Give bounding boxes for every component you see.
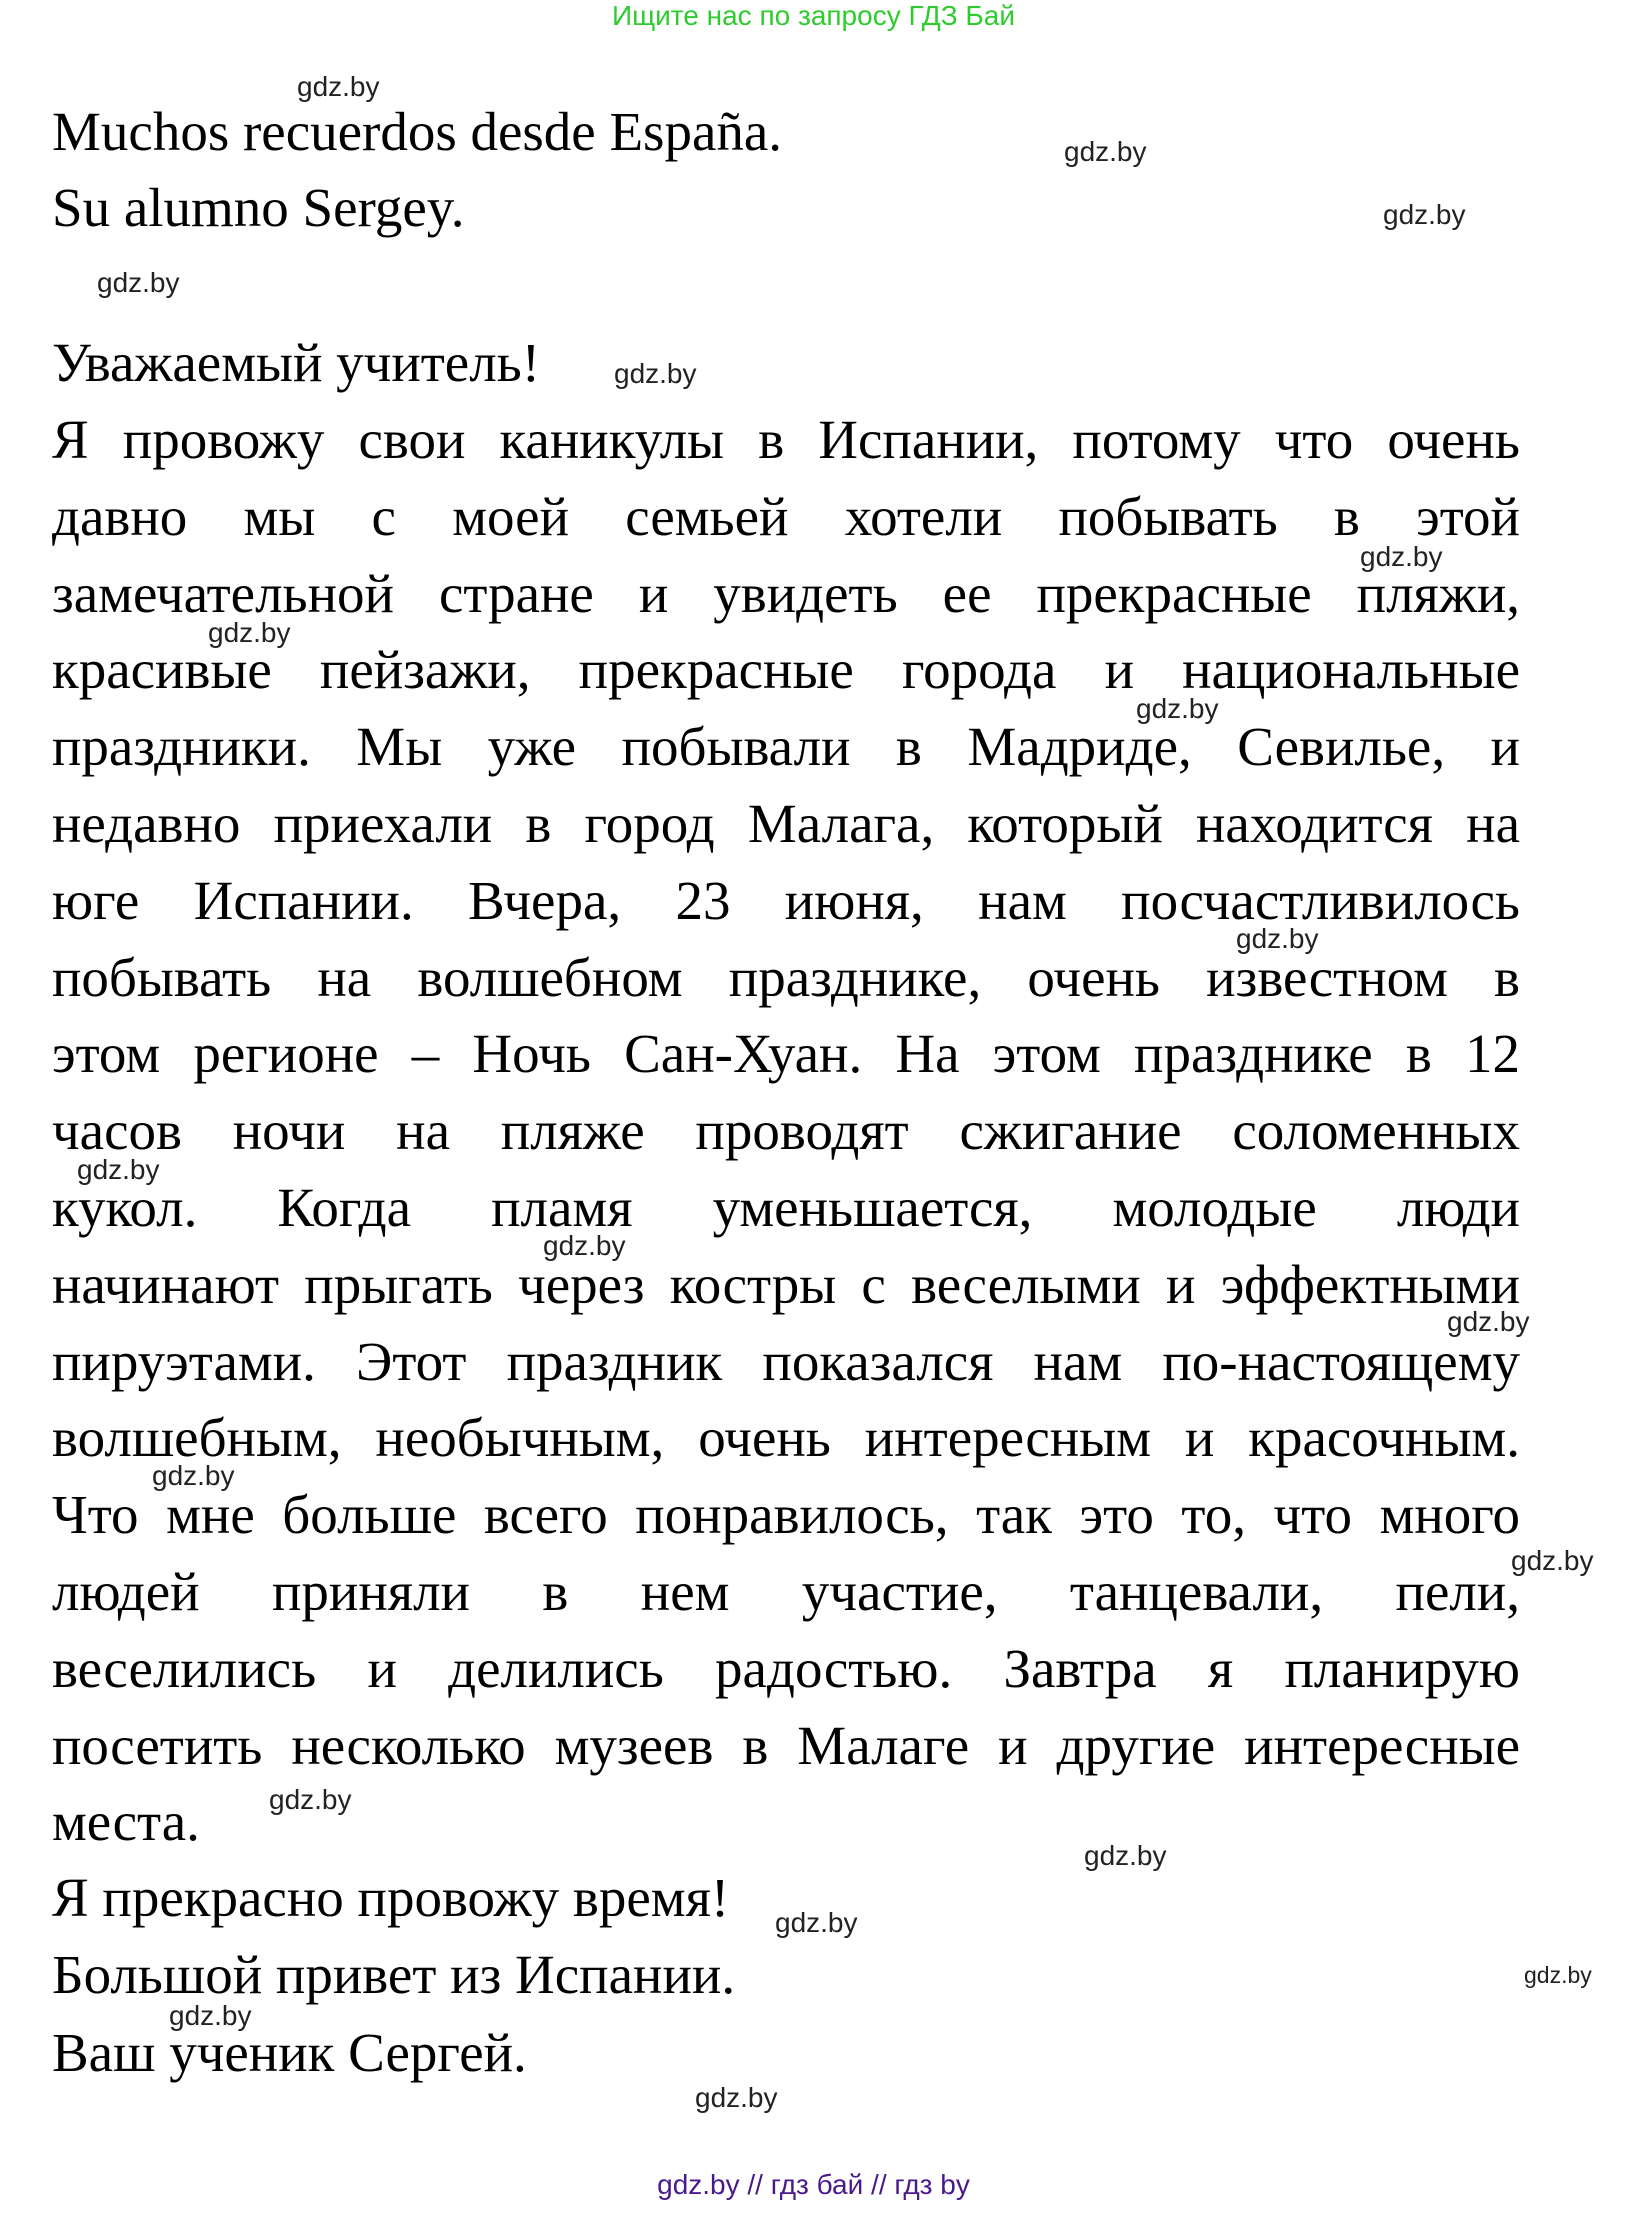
letter-signature: Ваш ученик Сергей. xyxy=(52,2022,527,2083)
watermark: gdz.by xyxy=(543,1230,626,1261)
watermark: gdz.by xyxy=(1524,1962,1592,1988)
closing-line: Большой привет из Испании. xyxy=(52,1944,736,2005)
body-line: праздники. Мы уже побывали в Мадриде, Севилье, и xyxy=(52,716,1520,777)
watermark: gdz.by xyxy=(1136,693,1219,724)
body-line: красивые пейзажи, прекрасные города и национальные xyxy=(52,639,1520,700)
body-line: пируэтами. Этот праздник показался нам по-настоящему xyxy=(52,1331,1520,1392)
body-line: этом регионе – Ночь Сан-Хуан. На этом празднике в 12 xyxy=(52,1023,1520,1084)
watermark: gdz.by xyxy=(775,1907,858,1938)
body-line: давно мы с моей семьей хотели побывать в этой xyxy=(52,486,1520,547)
body-line: веселились и делились радостью. Завтра я планирую xyxy=(52,1638,1520,1699)
spanish-signature: Su alumno Sergey. xyxy=(52,177,465,238)
watermark: gdz.by xyxy=(1064,136,1147,167)
body-line: Что мне больше всего понравилось, так это то, что много xyxy=(52,1484,1520,1545)
watermark: gdz.by xyxy=(297,71,380,102)
watermark: gdz.by xyxy=(1236,923,1319,954)
watermark: gdz.by xyxy=(1084,1840,1167,1871)
body-line: начинают прыгать через костры с веселыми и эффектными xyxy=(52,1254,1520,1315)
body-line: замечательной стране и увидеть ее прекрасные пляжи, xyxy=(52,563,1520,624)
body-line: юге Испании. Вчера, 23 июня, нам посчастливилось xyxy=(52,870,1520,931)
body-line: людей приняли в нем участие, танцевали, пели, xyxy=(52,1561,1520,1622)
watermark: gdz.by xyxy=(1360,541,1443,572)
closing-line: Я прекрасно провожу время! xyxy=(52,1867,730,1928)
body-line: кукол. Когда пламя уменьшается, молодые люди xyxy=(52,1177,1520,1238)
body-line: часов ночи на пляже проводят сжигание соломенных xyxy=(52,1100,1520,1161)
letter-greeting: Уважаемый учитель! xyxy=(52,332,541,393)
watermark: gdz.by xyxy=(614,358,697,389)
body-line: места. xyxy=(52,1791,200,1852)
watermark: gdz.by xyxy=(269,1784,352,1815)
watermark: gdz.by xyxy=(1383,199,1466,230)
body-line: посетить несколько музеев в Малаге и другие интересные xyxy=(52,1715,1520,1776)
footer-links: gdz.by // гдз бай // гдз by xyxy=(657,2169,970,2200)
watermark: gdz.by xyxy=(695,2082,778,2113)
body-line: Я провожу свои каникулы в Испании, потому что очень xyxy=(52,409,1520,470)
watermark: gdz.by xyxy=(169,2000,252,2031)
body-line: побывать на волшебном празднике, очень известном в xyxy=(52,947,1520,1008)
body-line: недавно приехали в город Малага, который находится на xyxy=(52,793,1520,854)
watermark: gdz.by xyxy=(208,617,291,648)
body-line: волшебным, необычным, очень интересным и красочным. xyxy=(52,1407,1520,1468)
watermark: gdz.by xyxy=(77,1154,160,1185)
header-banner: Ищите нас по запросу ГДЗ Бай xyxy=(611,0,1016,31)
watermark: gdz.by xyxy=(97,267,180,298)
watermark: gdz.by xyxy=(1511,1545,1594,1576)
spanish-closing-line: Muchos recuerdos desde España. xyxy=(52,101,783,162)
watermark: gdz.by xyxy=(152,1460,235,1491)
watermark: gdz.by xyxy=(1447,1306,1530,1337)
